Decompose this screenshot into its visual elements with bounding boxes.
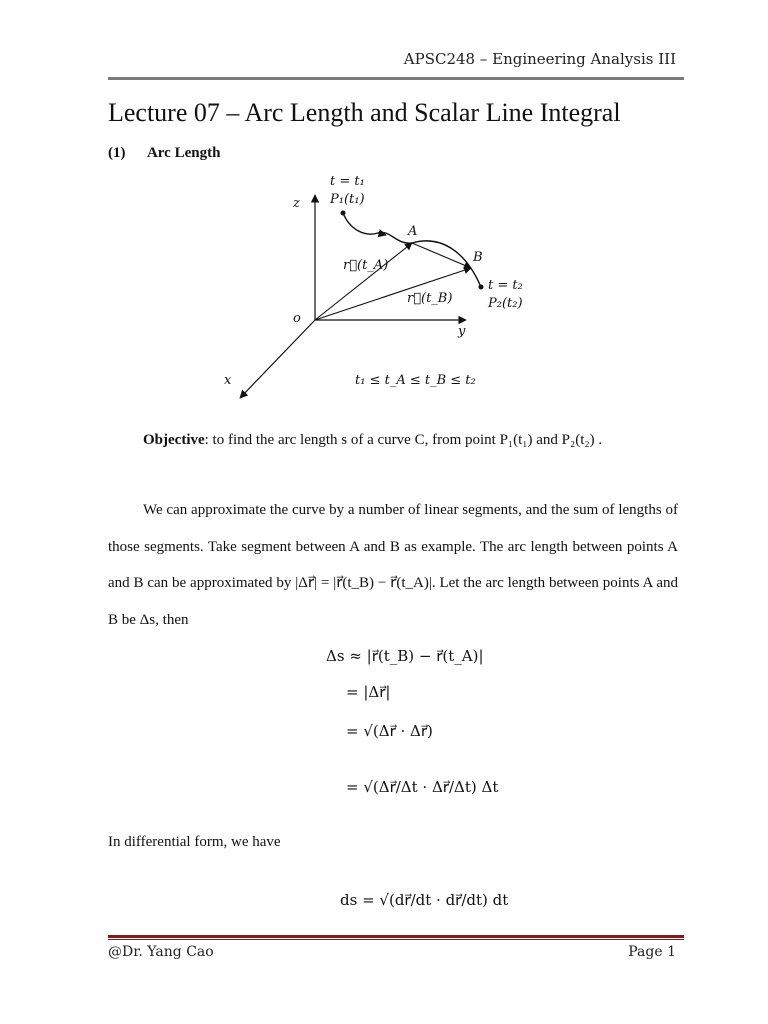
equation-line-4: = √(Δr⃗/Δt · Δr⃗/Δt) Δt xyxy=(346,778,499,796)
t2-label: t = t₂ xyxy=(488,278,523,293)
inequality-label: t₁ ≤ t_A ≤ t_B ≤ t₂ xyxy=(355,373,476,388)
point-p1 xyxy=(341,211,346,216)
r-tb-label: r⃗(t_B) xyxy=(407,291,453,306)
arc-length-figure xyxy=(200,165,560,405)
body-paragraph xyxy=(108,492,678,638)
point-b-label: B xyxy=(473,250,483,265)
objective-text: : to find the arc length s of a curve C, from point P₁(t₁) and P₂(t₂) . xyxy=(204,432,603,448)
course-header: APSC248 – Engineering Analysis III xyxy=(403,50,676,68)
paragraph-text: We can approximate the curve by a number of linear segments, and the sum of lengths of those segments. Take segment between A and B as example. The arc length between points A and B can be approximated by |Δr⃗| = |r⃗(t_B) − r⃗(t_A)|. Let the arc length between points A and B be Δs, then xyxy=(108,502,678,628)
equation-line-3: = √(Δr⃗ · Δr⃗) xyxy=(346,722,433,740)
point-p2 xyxy=(479,285,484,290)
footer-rule-thin xyxy=(108,939,684,940)
r-ta-label: r⃗(t_A) xyxy=(343,258,389,273)
equation-ds: ds = √(dr⃗/dt · dr⃗/dt) dt xyxy=(340,891,509,909)
equation-line-2: = |Δr⃗| xyxy=(346,683,391,701)
differential-text: In differential form, we have xyxy=(108,834,281,850)
p2-label: P₂(t₂) xyxy=(488,296,523,311)
equation-line-1: Δs ≈ |r⃗(t_B) − r⃗(t_A)| xyxy=(326,647,484,665)
origin-label: o xyxy=(293,311,301,326)
footer-page-number: Page 1 xyxy=(628,944,676,960)
footer-rule xyxy=(108,935,684,938)
vector-r-ta xyxy=(315,243,412,320)
t1-label: t = t₁ xyxy=(330,174,365,189)
p1-label: P₁(t₁) xyxy=(330,192,365,207)
page-title: Lecture 07 – Arc Length and Scalar Line Integral xyxy=(108,98,621,127)
point-a-label: A xyxy=(408,224,418,239)
y-axis-label: y xyxy=(458,324,466,339)
objective-line xyxy=(143,432,602,449)
z-axis-label: z xyxy=(293,196,300,211)
vector-delta-r xyxy=(412,243,471,268)
footer-author: @Dr. Yang Cao xyxy=(108,944,214,960)
x-axis-line xyxy=(240,320,315,398)
objective-label: Objective xyxy=(143,432,205,448)
x-axis-label: x xyxy=(224,373,232,388)
section-label: Arc Length xyxy=(146,145,221,161)
section-number: (1) xyxy=(108,145,126,161)
section-heading xyxy=(108,145,220,162)
header-rule xyxy=(108,77,684,80)
